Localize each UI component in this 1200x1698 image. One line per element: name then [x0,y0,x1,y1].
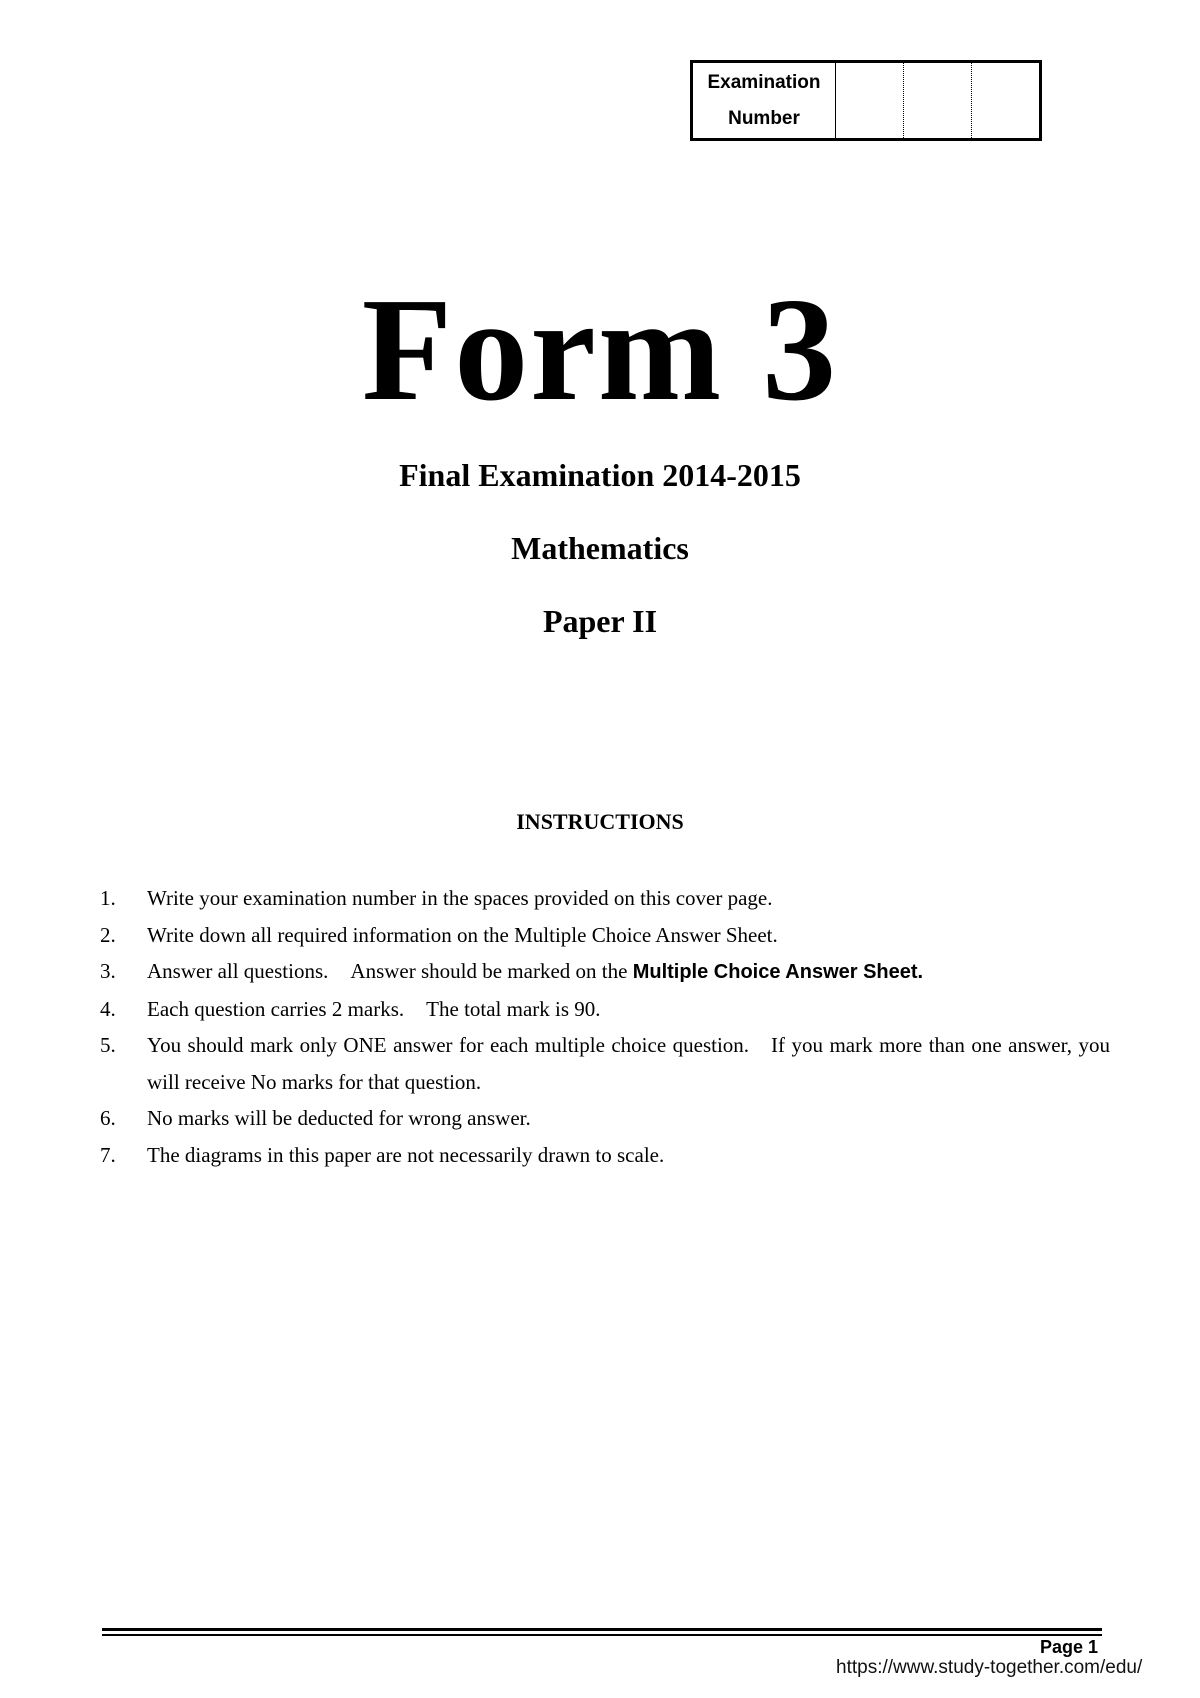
instruction-number: 6. [100,1106,116,1130]
instruction-number: 7. [100,1142,116,1167]
subject-title: Mathematics [511,530,689,566]
instruction-number: 4. [100,996,116,1021]
instruction-item [100,1137,1110,1174]
instruction-item [100,1027,1110,1100]
instruction-text-part: Each question carries 2 marks. [147,996,405,1021]
page-number: Page 1 [1040,1637,1099,1657]
instruction-text: The diagrams in this paper are not necessarily drawn to scale. [147,1142,665,1167]
instruction-text-part: If you mark more than one answer, you will receive No marks for that question. [147,1033,1110,1094]
exam-title: Final Examination 2014-2015 [399,457,801,493]
instruction-item [100,991,1110,1028]
examination-number-box [690,60,1042,141]
instruction-text-part: Answer should be marked on the [350,959,633,983]
instruction-item [100,880,1110,917]
instruction-item [100,953,1110,991]
instruction-number: 3. [100,959,116,983]
instruction-number: 2. [100,922,116,947]
examination-label-line1: Examination [707,71,821,93]
instruction-item [100,917,1110,954]
instruction-item [100,1100,1110,1137]
instruction-text [147,991,1110,1028]
instruction-text: Write your examination number in the spaces provided on this cover page. [147,886,773,910]
instruction-text-part: You should mark only ONE answer for each multiple choice question. [147,1033,750,1057]
instruction-text [147,1027,1110,1100]
examination-number-label [693,63,836,138]
instruction-text-part: The total mark is 90. [426,996,601,1021]
instruction-text: Write down all required information on the Multiple Choice Answer Sheet. [147,922,778,947]
examination-label-line2: Number [728,107,800,129]
footer-rule [102,1628,1102,1631]
exam-number-digit-3[interactable] [972,63,1039,138]
footer-url-link[interactable]: https://www.study-together.com/edu/ [836,1657,1143,1678]
instructions-list [100,880,1110,1173]
instruction-text: No marks will be deducted for wrong answer. [147,1106,531,1130]
instruction-number: 5. [100,1033,116,1057]
exam-number-digit-1[interactable] [836,63,904,138]
instruction-text-part: Answer all questions. [147,959,329,983]
footer-rule-thin [102,1634,1102,1636]
instructions-heading: INSTRUCTIONS [516,809,684,834]
instruction-text [147,953,1110,991]
paper-title: Paper II [542,603,658,639]
instruction-bold-text: Multiple Choice Answer Sheet. [632,961,924,983]
form-title: Form 3 [361,268,839,432]
instruction-number: 1. [100,886,116,910]
exam-number-digit-2[interactable] [904,63,972,138]
